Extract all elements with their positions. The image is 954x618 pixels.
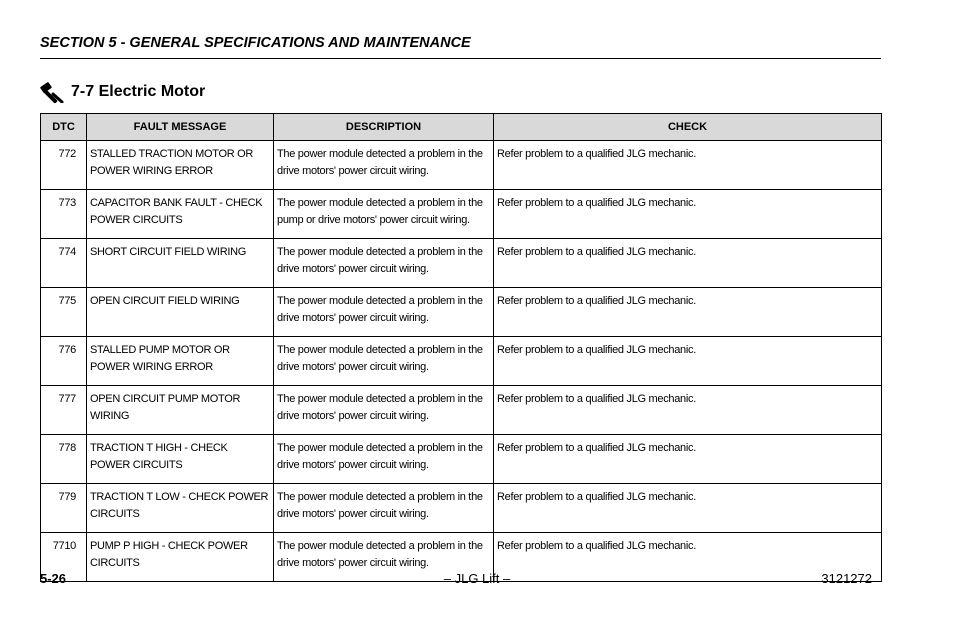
wrench-icon xyxy=(40,81,64,103)
fault-message-cell: TRACTION T HIGH - CHECK POWER CIRCUITS xyxy=(87,435,274,484)
table-row xyxy=(41,141,882,190)
page-number: 5-26 xyxy=(40,571,67,586)
check-cell: Refer problem to a qualified JLG mechanic. xyxy=(494,337,882,386)
dtc-cell: 776 xyxy=(41,337,87,386)
table-row xyxy=(41,484,882,533)
dtc-cell: 778 xyxy=(41,435,87,484)
description-cell: The power module detected a problem in the drive motors' power circuit wiring. xyxy=(274,533,494,582)
column-header-check: CHECK xyxy=(494,114,882,141)
fault-message-cell: TRACTION T LOW - CHECK POWER CIRCUITS xyxy=(87,484,274,533)
dtc-cell: 779 xyxy=(41,484,87,533)
column-header-fault-message: FAULT MESSAGE xyxy=(87,114,274,141)
description-cell: The power module detected a problem in the drive motors' power circuit wiring. xyxy=(274,435,494,484)
fault-message-cell: STALLED TRACTION MOTOR OR POWER WIRING ERROR xyxy=(87,141,274,190)
header-rule xyxy=(40,58,881,59)
table-row xyxy=(41,239,882,288)
document-number: 3121272 xyxy=(821,571,872,586)
fault-message-cell: SHORT CIRCUIT FIELD WIRING xyxy=(87,239,274,288)
table-row xyxy=(41,386,882,435)
description-cell: The power module detected a problem in the drive motors' power circuit wiring. xyxy=(274,141,494,190)
description-cell: The power module detected a problem in the drive motors' power circuit wiring. xyxy=(274,484,494,533)
section-header: SECTION 5 - GENERAL SPECIFICATIONS AND MAINTENANCE xyxy=(40,35,471,51)
table-row xyxy=(41,435,882,484)
check-cell: Refer problem to a qualified JLG mechanic. xyxy=(494,484,882,533)
page-title: 7-7 Electric Motor xyxy=(71,83,206,100)
check-cell: Refer problem to a qualified JLG mechanic. xyxy=(494,386,882,435)
column-header-description: DESCRIPTION xyxy=(274,114,494,141)
footer-title: – JLG Lift – xyxy=(443,571,511,586)
dtc-cell: 772 xyxy=(41,141,87,190)
dtc-cell: 773 xyxy=(41,190,87,239)
check-cell: Refer problem to a qualified JLG mechanic. xyxy=(494,239,882,288)
fault-message-cell: CAPACITOR BANK FAULT - CHECK POWER CIRCUITS xyxy=(87,190,274,239)
heading xyxy=(40,81,205,103)
check-cell: Refer problem to a qualified JLG mechanic. xyxy=(494,141,882,190)
table-row xyxy=(41,288,882,337)
check-cell: Refer problem to a qualified JLG mechanic. xyxy=(494,435,882,484)
table-row xyxy=(41,190,882,239)
description-cell: The power module detected a problem in the drive motors' power circuit wiring. xyxy=(274,288,494,337)
fault-message-cell: PUMP P HIGH - CHECK POWER CIRCUITS xyxy=(87,533,274,582)
fault-message-cell: OPEN CIRCUIT PUMP MOTOR WIRING xyxy=(87,386,274,435)
table-header-row xyxy=(41,114,882,141)
dtc-cell: 774 xyxy=(41,239,87,288)
check-cell: Refer problem to a qualified JLG mechanic. xyxy=(494,533,882,582)
dtc-cell: 777 xyxy=(41,386,87,435)
check-cell: Refer problem to a qualified JLG mechanic. xyxy=(494,190,882,239)
description-cell: The power module detected a problem in the pump or drive motors' power circuit wiring. xyxy=(274,190,494,239)
dtc-cell: 7710 xyxy=(41,533,87,582)
description-cell: The power module detected a problem in the drive motors' power circuit wiring. xyxy=(274,386,494,435)
column-header-dtc: DTC xyxy=(41,114,87,141)
fault-table xyxy=(40,113,882,582)
dtc-cell: 775 xyxy=(41,288,87,337)
fault-message-cell: OPEN CIRCUIT FIELD WIRING xyxy=(87,288,274,337)
description-cell: The power module detected a problem in the drive motors' power circuit wiring. xyxy=(274,337,494,386)
check-cell: Refer problem to a qualified JLG mechanic. xyxy=(494,288,882,337)
fault-message-cell: STALLED PUMP MOTOR OR POWER WIRING ERROR xyxy=(87,337,274,386)
table-row xyxy=(41,337,882,386)
description-cell: The power module detected a problem in the drive motors' power circuit wiring. xyxy=(274,239,494,288)
